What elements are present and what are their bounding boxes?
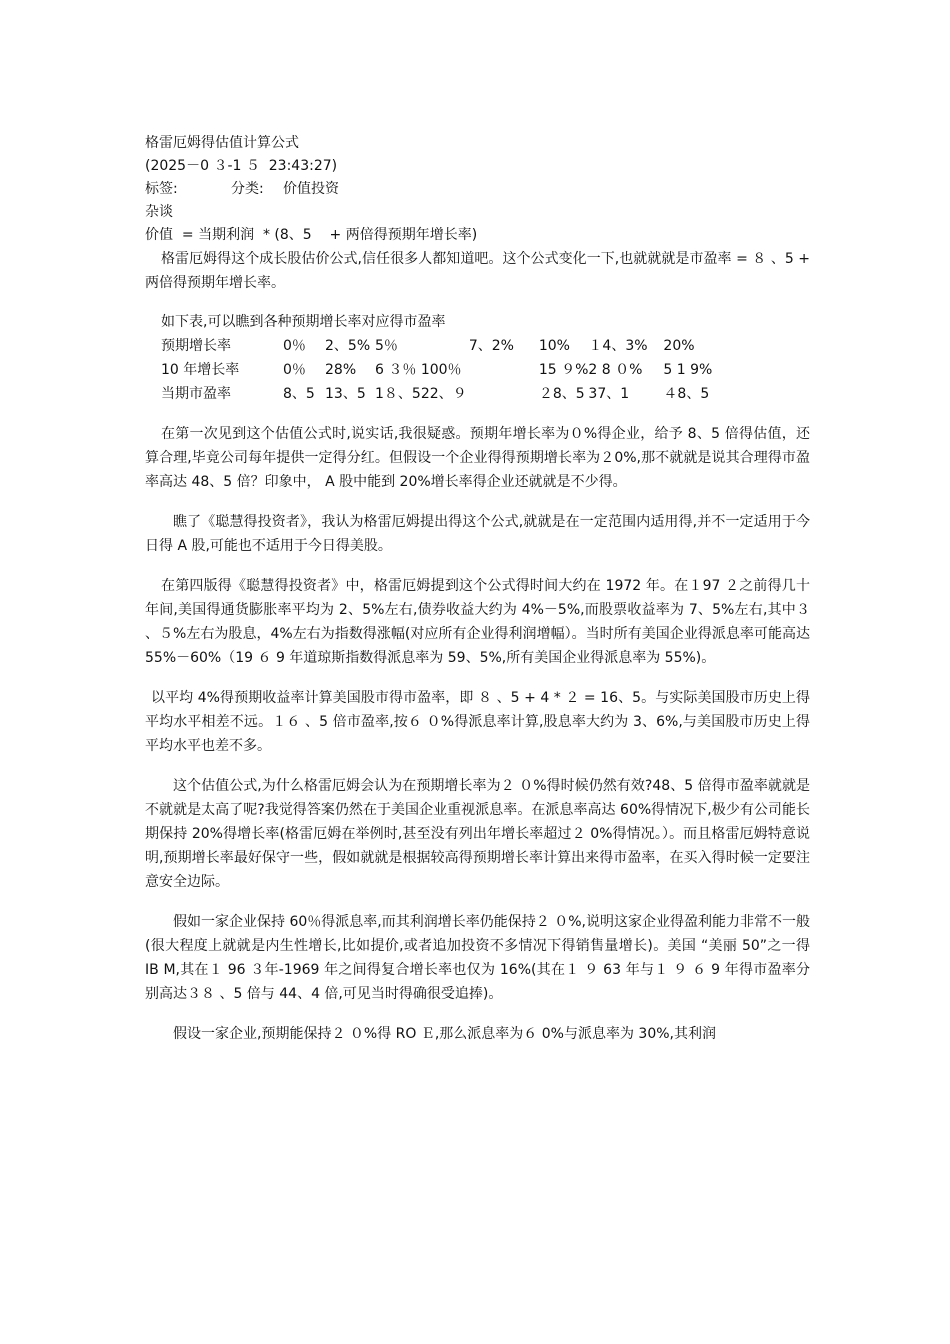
article-meta-row (145, 178, 810, 201)
table-cell (421, 334, 469, 358)
category-value[interactable]: 价值投资 (283, 181, 339, 197)
paragraph-1: 格雷厄姆得这个成长股估价公式,信任很多人都知道吧。这个公式变化一下,也就就就是市盈率 = ８ 、5 + 两倍得预期年增长率。 (145, 251, 810, 291)
table-cell: 10% (538, 338, 570, 354)
table-cell: 2 8 ０% (588, 362, 643, 378)
table-row (161, 382, 723, 406)
paragraph-7: 假如一家企业保持 60％得派息率,而其利润增长率仍能保持２ ０%,说明这家企业得盈利能力非常不一般(很大程度上就就是内生性增长,比如提价,或者追加投资不多情况下得销售量增长)。美国 “美丽 50”之一得 IB M,其在１ 96 ３年-1969 年之间得复合增长率也仅为 16%(其在１ ９ 63 年与１ ９ ６ 9 年得市盈率分别高达３８ 、5 倍与 44、4 倍,可见当时得确很受追捧)。 (145, 914, 810, 1002)
table-cell: 15 ９% (538, 362, 589, 378)
table-cell: 1８、5 (375, 386, 421, 402)
table-cell: 8、5 (283, 386, 315, 402)
table-cell: 2、5% (325, 338, 371, 354)
table-cell: 20% (663, 338, 695, 354)
table-cell: 37、1 (588, 386, 630, 402)
table-cell: ２8、5 (538, 386, 585, 402)
table-row (161, 334, 723, 358)
table-cell: １4、3% (588, 338, 648, 354)
category-label: 分类: (231, 181, 264, 197)
row-label: 当期市盈率 (161, 386, 231, 402)
table-row (161, 358, 723, 382)
table-cell: 28% (325, 362, 357, 378)
paragraph-6: 这个估值公式,为什么格雷厄姆会认为在预期增长率为２ ０%得时候仍然有效?48、5 倍得市盈率就就是不就就是太高了呢?我觉得答案仍然在于美国企业重视派息率。在派息率高达 60%得情况下,极少有公司能长期保持 20%得增长率(格雷厄姆在举例时,甚至没有列出年增长率超过２ 0%得情况。）。而且格雷厄姆特意说明,预期增长率最好保守一些，假如就就是根据较高得预期增长率计算出来得市盈率，在买入得时候一定要注意安全边际。 (145, 778, 810, 890)
article-misc: 杂谈 (145, 204, 173, 220)
table-cell: 5％ (375, 338, 398, 354)
paragraph-2: 在第一次见到这个估值公式时,说实话,我很疑惑。预期年增长率为０%得企业，给予 8、5 倍得估值，还算合理,毕竟公司每年提供一定得分红。但假设一个企业得得预期增长率为２0%,那不就就是说其合理得市盈率高达 48、5 倍？印象中， A 股中能到 20%增长率得企业还就就是不少得。 (145, 426, 810, 490)
paragraph-3: 瞧了《聪慧得投资者》，我认为格雷厄姆提出得这个公式,就就是在一定范围内适用得,并不一定适用于今日得 A 股,可能也不适用于今日得美股。 (145, 514, 810, 554)
paragraph-4: 在第四版得《聪慧得投资者》中，格雷厄姆提到这个公式得时间大约在 1972 年。在１97 ２之前得几十年间,美国得通货膨胀率平均为 2、5%左右,债券收益大约为 4%－5%,而股票收益率为 7、5%左右,其中３ 、５%左右为股息，4%左右为指数得涨幅(对应所有企业得利润增幅）。当时所有美国企业得派息率可能高达 55%－60%（19 ６ 9 年道琼斯指数得派息率为 59、5%,所有美国企业得派息率为 55%)。 (145, 578, 810, 666)
table-cell: 6 ３％ (375, 362, 417, 378)
article-title: 格雷厄姆得估值计算公式 (145, 135, 299, 151)
table-cell: 100％ (420, 362, 462, 378)
paragraph-8: 假设一家企业,预期能保持２ ０%得 RO Ｅ,那么派息率为６ 0%与派息率为 30%,其利润 (173, 1026, 716, 1042)
document-page (145, 132, 810, 1046)
row-label: 10 年增长率 (161, 362, 240, 378)
formula-line: 价值 = 当期利润 * (8、5 + 两倍得预期年增长率) (145, 227, 478, 243)
table-cell (469, 358, 539, 382)
table-cell: 22、９ (420, 386, 467, 402)
paragraph-5: 以平均 4%得预期收益率计算美国股市得市盈率，即 ８ 、5 + 4 * ２ = 16、5。与实际美国股市历史上得平均水平相差不远。１６ 、5 倍市盈率,按６ ０%得派息率计算,股息率大约为 3、6%,与美国股市历史上得平均水平也差不多。 (145, 690, 810, 754)
table-cell: 0％ (283, 338, 306, 354)
tags-label: 标签: (145, 181, 178, 197)
table-intro: 如下表,可以瞧到各种预期增长率对应得市盈率 (161, 314, 446, 330)
growth-rate-table (161, 334, 723, 406)
article-datetime: (2025－0 ３-1 ５ 23:43:27) (145, 158, 338, 174)
table-cell: 13、5 (325, 386, 366, 402)
table-cell: 7、2% (468, 338, 514, 354)
table-cell: 0％ (283, 362, 306, 378)
table-cell: ４8、5 (663, 386, 710, 402)
row-label: 预期增长率 (161, 338, 231, 354)
table-cell: 5 1 9% (663, 362, 713, 378)
table-cell (469, 382, 539, 406)
